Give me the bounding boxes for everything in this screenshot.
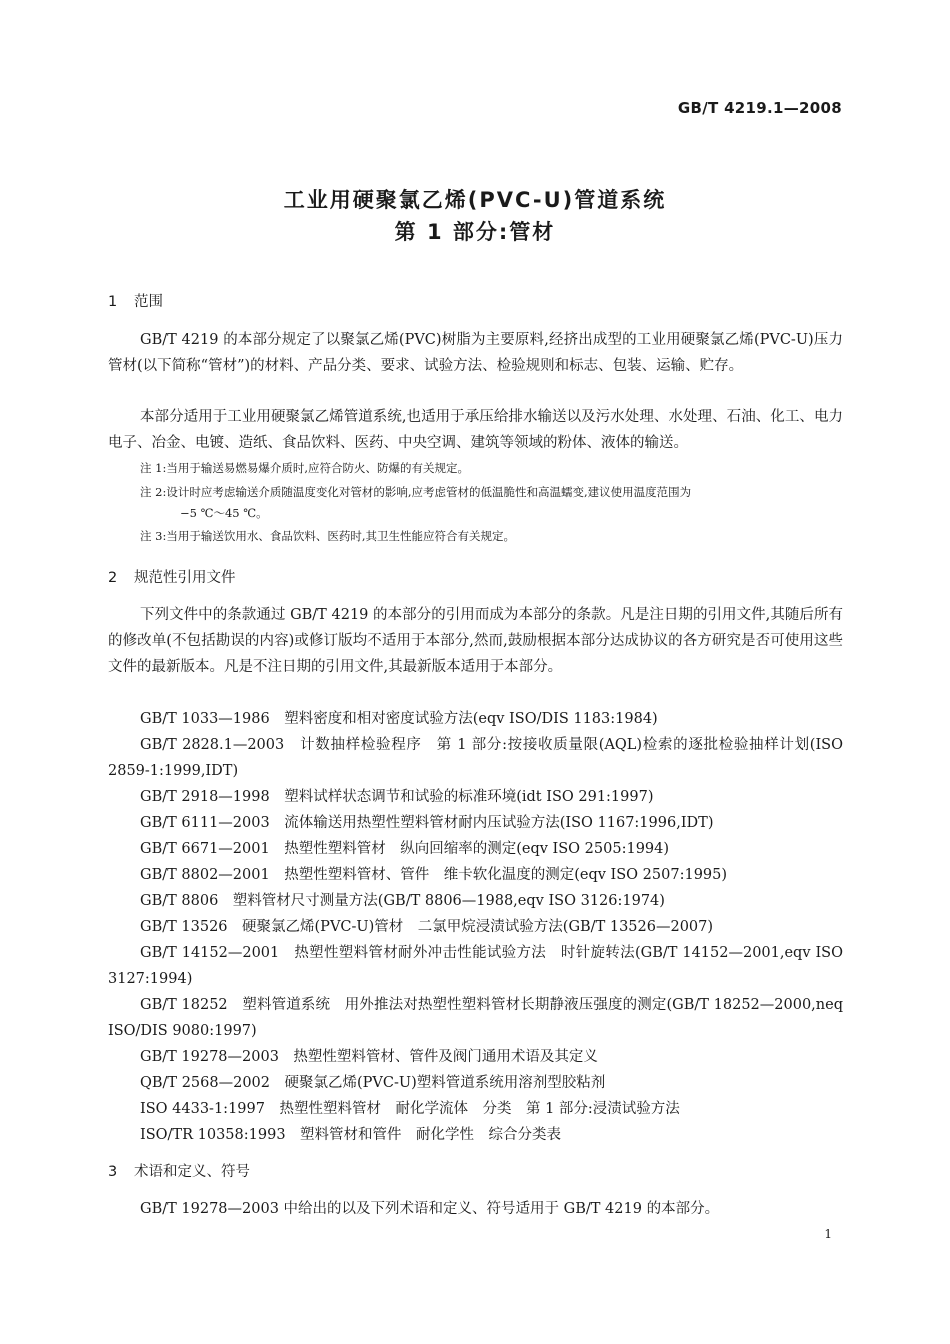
document-subtitle: 第 1 部分:管材 [394,220,556,244]
section-title: 范围 [134,294,163,310]
section-heading-terms [108,1160,250,1181]
reference-item: ISO/TR 10358:1993 塑料管材和管件 耐化学性 综合分类表 [140,1127,562,1143]
section-heading-normative-references [108,566,236,587]
note-2-line-2: −5 ℃～45 ℃。 [180,506,268,520]
references-intro: 下列文件中的条款通过 GB/T 4219 的本部分的引用而成为本部分的条款。凡是注日期的引用文件,其随后所有的修改单(不包括勘误的内容)或修订版均不适用于本部分,然而,鼓励根据本部分达成协议的各方研究是否可使用这些文件的最新版本。凡是不注日期的引用文件,其最新版本适用于本部分。 [108,607,843,675]
document-title: 工业用硬聚氯乙烯(PVC-U)管道系统 [283,188,667,212]
reference-item: GB/T 8802—2001 热塑性塑料管材、管件 维卡软化温度的测定(eqv ISO 2507:1995) [140,867,728,883]
section-number: 1 [108,294,118,310]
scope-paragraph-2: 本部分适用于工业用硬聚氯乙烯管道系统,也适用于承压给排水输送以及污水处理、水处理、石油、化工、电力电子、冶金、电镀、造纸、食品饮料、医药、中央空调、建筑等领域的粉体、液体的输送。 [108,409,843,451]
section-title: 规范性引用文件 [134,570,236,586]
standard-code: GB/T 4219.1—2008 [677,99,842,117]
scope-paragraph-1: GB/T 4219 的本部分规定了以聚氯乙烯(PVC)树脂为主要原料,经挤出成型的工业用硬聚氯乙烯(PVC-U)压力管材(以下简称“管材”)的材料、产品分类、要求、试验方法、检验规则和标志、包装、运输、贮存。 [108,332,843,374]
note-2-line-1: 注 2:设计时应考虑输送介质随温度变化对管材的影响,应考虑管材的低温脆性和高温蠕变,建议使用温度范围为 [140,485,692,499]
section-title: 术语和定义、符号 [134,1164,250,1180]
section-number: 3 [108,1164,118,1180]
reference-item: GB/T 2918—1998 塑料试样状态调节和试验的标准环境(idt ISO 291:1997) [140,789,654,805]
note-2 [140,482,845,524]
note-3: 注 3:当用于输送饮用水、食品饮料、医药时,其卫生性能应符合有关规定。 [140,529,515,543]
section-number: 2 [108,570,118,586]
section-heading-scope [108,290,163,311]
reference-item: ISO 4433-1:1997 热塑性塑料管材 耐化学流体 分类 第 1 部分:浸渍试验方法 [140,1101,680,1117]
terms-paragraph: GB/T 19278—2003 中给出的以及下列术语和定义、符号适用于 GB/T 4219 的本部分。 [140,1201,720,1217]
reference-item: QB/T 2568—2002 硬聚氯乙烯(PVC-U)塑料管道系统用溶剂型胶粘剂 [140,1075,606,1091]
reference-item: GB/T 1033—1986 塑料密度和相对密度试验方法(eqv ISO/DIS 1183:1984) [140,711,658,727]
reference-item: GB/T 18252 塑料管道系统 用外推法对热塑性塑料管材长期静液压强度的测定(GB/T 18252—2000,neq ISO/DIS 9080:1997) [108,997,843,1039]
reference-item: GB/T 19278—2003 热塑性塑料管材、管件及阀门通用术语及其定义 [140,1049,598,1065]
reference-item: GB/T 13526 硬聚氯乙烯(PVC-U)管材 二氯甲烷浸渍试验方法(GB/T 13526—2007) [140,919,714,935]
reference-item: GB/T 14152—2001 热塑性塑料管材耐外冲击性能试验方法 时针旋转法(GB/T 14152—2001,eqv ISO 3127:1994) [108,945,843,987]
reference-item: GB/T 8806 塑料管材尺寸测量方法(GB/T 8806—1988,eqv ISO 3126:1974) [140,893,665,909]
note-1: 注 1:当用于输送易燃易爆介质时,应符合防火、防爆的有关规定。 [140,461,469,475]
page-number: 1 [824,1227,832,1241]
reference-item: GB/T 6111—2003 流体输送用热塑性塑料管材耐内压试验方法(ISO 1167:1996,IDT) [140,815,714,831]
reference-item: GB/T 6671—2001 热塑性塑料管材 纵向回缩率的测定(eqv ISO 2505:1994) [140,841,670,857]
reference-item: GB/T 2828.1—2003 计数抽样检验程序 第 1 部分:按接收质量限(AQL)检索的逐批检验抽样计划(ISO 2859-1:1999,IDT) [108,737,843,779]
